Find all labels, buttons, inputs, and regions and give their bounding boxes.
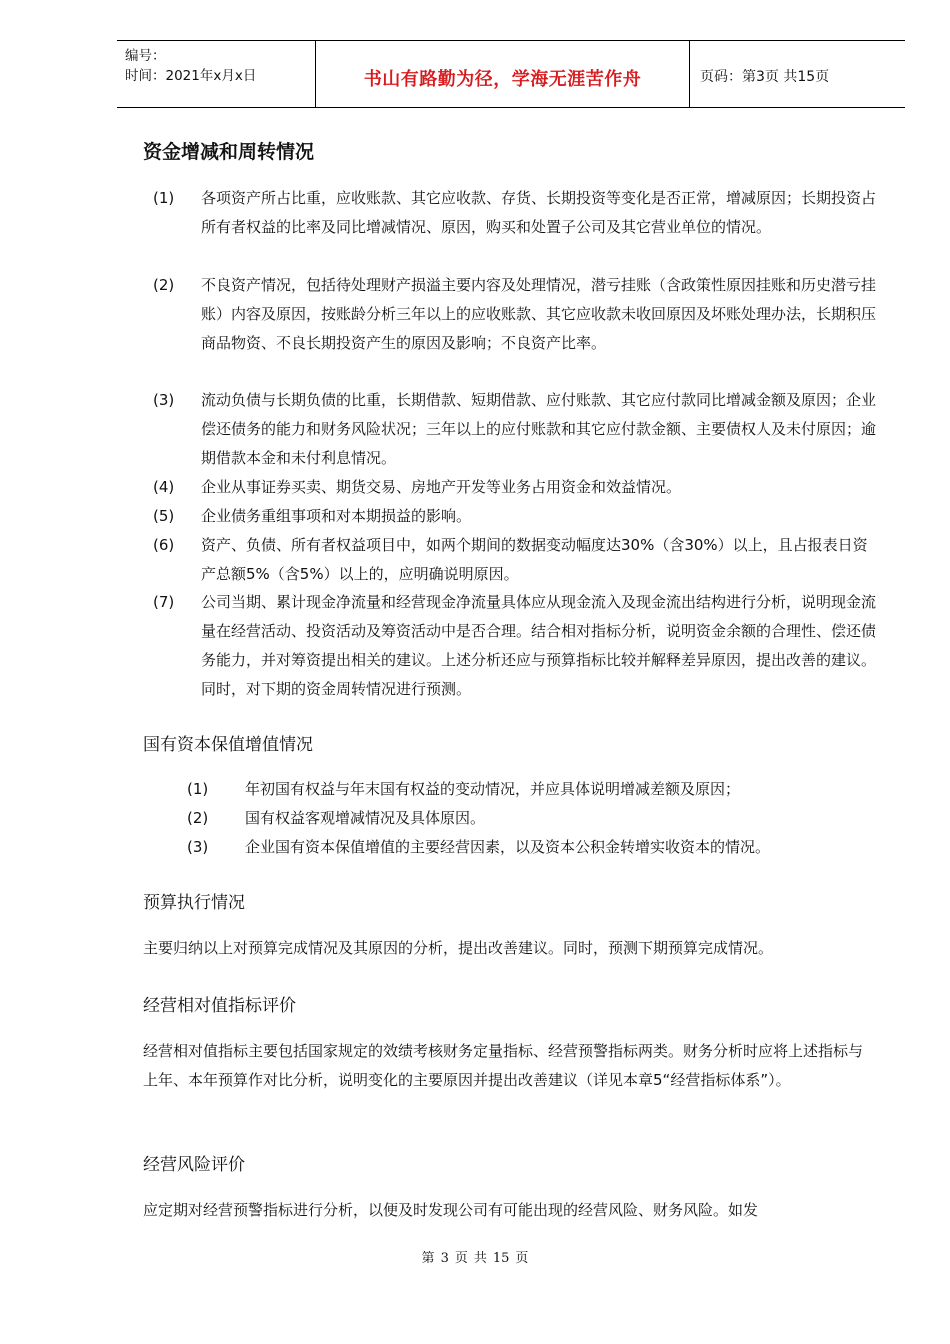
page-footer [0, 1247, 950, 1266]
section-title-risk: 经营风险评价 [143, 1155, 245, 1175]
list-item [153, 184, 883, 272]
list-item-number: (5) [153, 507, 175, 525]
footer-text: 共 [473, 1251, 487, 1266]
list-item [153, 386, 883, 474]
section-title-funds: 资金增减和周转情况 [143, 141, 315, 163]
list-item-text: 企业从事证券买卖、期货交易、房地产开发等业务占用资金和效益情况。 [201, 478, 682, 496]
list-item-number: (7) [153, 593, 175, 611]
list-item-number: (3) [187, 838, 209, 856]
page-header [117, 40, 905, 108]
section-paragraph: 应定期对经营预警指标进行分析，以便及时发现公司有可能出现的经营风险、财务风险。如发 [143, 1201, 759, 1219]
section-title-state-capital: 国有资本保值增值情况 [143, 735, 313, 755]
list-item-text: 企业债务重组事项和对本期损益的影响。 [201, 507, 472, 525]
list-item-text: 各项资产所占比重，应收账款、其它应收款、存货、长期投资等变化是否正常，增减原因；长期投资占所有者权益的比率及同比增减情况、原因，购买和处置子公司及其它营业单位的情况。 [201, 189, 877, 236]
list-item-text: 年初国有权益与年末国有权益的变动情况，并应具体说明增减差额及原因； [245, 780, 741, 798]
list-item [153, 473, 883, 502]
doc-code-label: 编号： [125, 48, 166, 64]
list-item [187, 804, 887, 833]
footer-text: 页 [454, 1251, 468, 1266]
list-item-text: 企业国有资本保值增值的主要经营因素，以及资本公积金转增实收资本的情况。 [245, 838, 771, 856]
list-item-number: (2) [153, 276, 175, 294]
header-motto: 书山有路勤为径，学海无涯苦作舟 [363, 69, 642, 90]
header-motto-cell [316, 41, 690, 107]
list-item-text: 国有权益客观增减情况及具体原因。 [245, 809, 486, 827]
section-title-relative-indicators: 经营相对值指标评价 [143, 996, 296, 1016]
list-item-number: (2) [187, 809, 209, 827]
list-item-number: (1) [187, 780, 209, 798]
list-item-number: (4) [153, 478, 175, 496]
list-item-number: (3) [153, 391, 175, 409]
list-item-text: 资产、负债、所有者权益项目中，如两个期间的数据变动幅度达30%（含30%）以上，且占报表日资产总额5%（含5%）以上的，应明确说明原因。 [201, 536, 868, 583]
header-meta-cell [117, 41, 316, 107]
section-paragraph: 主要归纳以上对预算完成情况及其原因的分析，提出改善建议。同时，预测下期预算完成情况。 [143, 939, 774, 957]
list-item [153, 588, 883, 704]
footer-page-number: 3 [440, 1251, 449, 1266]
list-item-text: 不良资产情况，包括待处理财产损溢主要内容及处理情况，潜亏挂账（含政策性原因挂账和历史潜亏挂账）内容及原因，按账龄分析三年以上的应收账款、其它应收款未收回原因及坏账处理办法，长期积压商品物资、不良长期投资产生的原因及影响；不良资产比率。 [201, 276, 877, 352]
footer-total-pages: 15 [492, 1251, 510, 1266]
list-item-number: (1) [153, 189, 175, 207]
doc-time-label: 时间：2021年x月x日 [125, 68, 257, 84]
list-item [153, 531, 883, 589]
list-item-number: (6) [153, 536, 175, 554]
list-item-text: 流动负债与长期负债的比重，长期借款、短期借款、应付账款、其它应付款同比增减金额及原因；企业偿还债务的能力和财务风险状况；三年以上的应付账款和其它应付款金额、主要债权人及未付原因；逾期借款本金和未付利息情况。 [201, 391, 877, 467]
header-page-label: 页码：第3页 共15页 [700, 69, 830, 85]
section-paragraph: 经营相对值指标主要包括国家规定的效绩考核财务定量指标、经营预警指标两类。财务分析时应将上述指标与上年、本年预算作对比分析，说明变化的主要原因并提出改善建议（详见本章5“经营指标体系”）。 [143, 1042, 864, 1089]
list-item-text: 公司当期、累计现金净流量和经营现金净流量具体应从现金流入及现金流出结构进行分析，说明现金流量在经营活动、投资活动及筹资活动中是否合理。结合相对指标分析，说明资金余额的合理性、偿还债务能力，并对筹资提出相关的建议。上述分析还应与预算指标比较并解释差异原因，提出改善的建议。同时，对下期的资金周转情况进行预测。 [201, 593, 877, 698]
section-title-budget: 预算执行情况 [143, 893, 245, 913]
list-item [153, 271, 883, 387]
header-page-cell [690, 41, 905, 107]
list-item [187, 775, 887, 804]
list-item [187, 833, 887, 862]
footer-text: 页 [515, 1251, 529, 1266]
list-item [153, 502, 883, 531]
footer-text: 第 [421, 1251, 435, 1266]
